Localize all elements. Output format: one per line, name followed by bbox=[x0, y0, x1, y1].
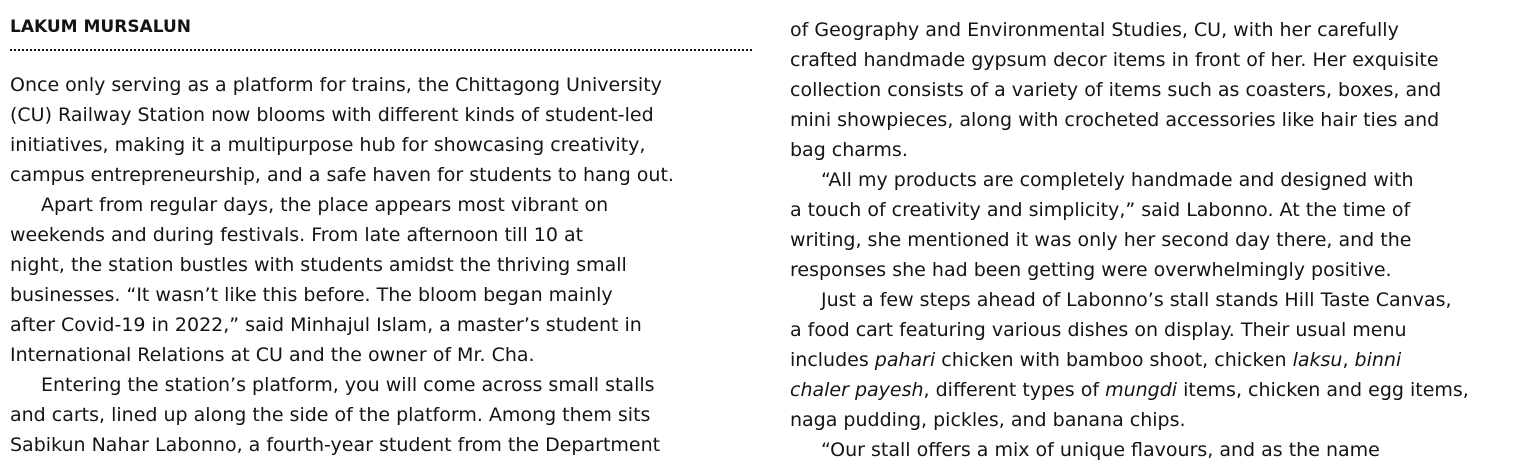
text-segment: night, the station bustles with students amidst the thriving small bbox=[10, 254, 627, 276]
byline: LAKUM MURSALUN bbox=[10, 17, 191, 37]
text-segment: “All my products are completely handmade and designed with bbox=[821, 169, 1414, 191]
italic-term: mungdi bbox=[1105, 379, 1178, 401]
text-line bbox=[790, 75, 1469, 105]
text-line bbox=[10, 70, 674, 100]
text-line bbox=[790, 435, 1469, 465]
text-segment: bag charms. bbox=[790, 139, 908, 161]
text-segment: , bbox=[1342, 349, 1355, 371]
text-segment: Apart from regular days, the place appears most vibrant on bbox=[41, 194, 609, 216]
text-line bbox=[10, 160, 674, 190]
text-line bbox=[790, 165, 1469, 195]
text-line bbox=[790, 315, 1469, 345]
text-segment: International Relations at CU and the owner of Mr. Cha. bbox=[10, 344, 535, 366]
text-line bbox=[10, 370, 674, 400]
text-line bbox=[10, 220, 674, 250]
text-segment: and carts, lined up along the side of the platform. Among them sits bbox=[10, 404, 651, 426]
text-line bbox=[10, 310, 674, 340]
text-segment: items, chicken and egg items, bbox=[1177, 379, 1469, 401]
text-line bbox=[790, 15, 1469, 45]
text-line bbox=[790, 345, 1469, 375]
italic-term: chaler payesh bbox=[790, 379, 924, 401]
text-line bbox=[790, 195, 1469, 225]
text-line bbox=[790, 255, 1469, 285]
text-line bbox=[790, 285, 1469, 315]
text-segment: crafted handmade gypsum decor items in front of her. Her exquisite bbox=[790, 49, 1439, 71]
text-segment: initiatives, making it a multipurpose hub for showcasing creativity, bbox=[10, 134, 646, 156]
text-line bbox=[10, 400, 674, 430]
text-line bbox=[10, 280, 674, 310]
text-segment: after Covid-19 in 2022,” said Minhajul Islam, a master’s student in bbox=[10, 314, 642, 336]
right-article-text bbox=[790, 15, 1469, 465]
text-segment: businesses. “It wasn’t like this before. The bloom began mainly bbox=[10, 284, 613, 306]
text-segment: mini showpieces, along with crocheted accessories like hair ties and bbox=[790, 109, 1440, 131]
text-line bbox=[10, 190, 674, 220]
text-segment: a touch of creativity and simplicity,” said Labonno. At the time of bbox=[790, 199, 1411, 221]
text-segment: responses she had been getting were overwhelmingly positive. bbox=[790, 259, 1392, 281]
italic-term: laksu bbox=[1292, 349, 1343, 371]
text-segment: a food cart featuring various dishes on display. Their usual menu bbox=[790, 319, 1407, 341]
text-segment: campus entrepreneurship, and a safe haven for students to hang out. bbox=[10, 164, 674, 186]
text-segment: of Geography and Environmental Studies, CU, with her carefully bbox=[790, 19, 1399, 41]
text-line bbox=[10, 340, 674, 370]
text-line bbox=[790, 225, 1469, 255]
text-segment: (CU) Railway Station now blooms with different kinds of student-led bbox=[10, 104, 654, 126]
text-segment: Entering the station’s platform, you will come across small stalls bbox=[41, 374, 655, 396]
text-segment: naga pudding, pickles, and banana chips. bbox=[790, 409, 1186, 431]
text-line bbox=[10, 250, 674, 280]
text-segment: weekends and during festivals. From late afternoon till 10 at bbox=[10, 224, 584, 246]
text-line bbox=[790, 135, 1469, 165]
dotted-divider bbox=[10, 49, 752, 51]
text-segment: Just a few steps ahead of Labonno’s stall stands Hill Taste Canvas, bbox=[821, 289, 1452, 311]
text-segment: Once only serving as a platform for trains, the Chittagong University bbox=[10, 74, 662, 96]
left-article-text bbox=[10, 70, 674, 460]
text-line bbox=[790, 405, 1469, 435]
text-segment: chicken with bamboo shoot, chicken bbox=[935, 349, 1293, 371]
text-line bbox=[790, 375, 1469, 405]
text-line bbox=[10, 430, 674, 460]
text-segment: , different types of bbox=[923, 379, 1106, 401]
text-segment: includes bbox=[790, 349, 875, 371]
text-segment: “Our stall offers a mix of unique flavours, and as the name bbox=[821, 439, 1380, 461]
text-segment: writing, she mentioned it was only her second day there, and the bbox=[790, 229, 1412, 251]
text-line bbox=[10, 130, 674, 160]
italic-term: binni bbox=[1354, 349, 1402, 371]
text-segment: Sabikun Nahar Labonno, a fourth-year student from the Department bbox=[10, 434, 661, 456]
text-line bbox=[790, 105, 1469, 135]
text-line bbox=[10, 100, 674, 130]
text-segment: collection consists of a variety of items such as coasters, boxes, and bbox=[790, 79, 1442, 101]
text-line bbox=[790, 45, 1469, 75]
italic-term: pahari bbox=[874, 349, 936, 371]
